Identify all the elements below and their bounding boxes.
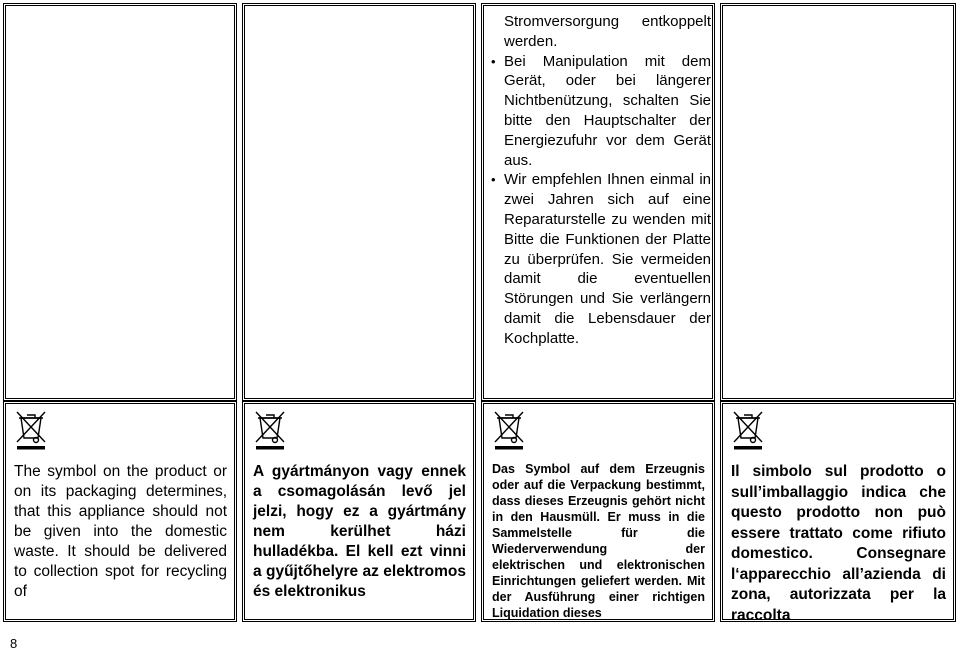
german-disposal-text: Das Symbol auf dem Erzeugnis oder auf die Verpackung bestimmt, dass dieses Erzeugnis gehört nicht in den Hausmüll. Er muss in die Sammelstelle für die Wiederverwendung der elektrischen und elektronischen Einrichtungen geliefert werden. Mit der Ausführung einer richtigen Liquidation dieses [492,462,705,620]
empty-cell-top-1 [3,3,237,401]
german-bullet: • Bei Manipulation mit dem Gerät, oder bei längerer Nichtbenützung, schalten Sie bitte den Hauptschalter der Energiezufuhr vor dem Gerät aus. [504,52,711,171]
english-disposal-cell [3,401,237,622]
german-disposal-cell [481,401,715,622]
english-disposal-text: The symbol on the product or on its packaging determines, that this appliance should not be given into the domestic waste. It should be delivered to collection spot for recycling of [14,463,227,600]
hungarian-disposal-text: A gyártmányon vagy ennek a csomagolásán levő jel jelzi, hogy ez a gyártmány nem kerülhet házi hulladékba. El kell ezt vinni a gyűjtőhelyre az elektromos és elektronikus [253,463,466,600]
empty-cell-top-4 [720,3,956,401]
german-bullet: • Wir empfehlen Ihnen einmal in zwei Jahren sich auf eine Reparaturstelle zu wenden mit Bitte die Funktionen der Platte zu überprüfen. Sie vermeiden damit die eventuellen Störungen und Sie verlängern damit die Lebensdauer der Kochplatte. [504,170,711,348]
page-number: 8 [10,636,18,651]
empty-cell-top-2 [242,3,476,401]
german-instructions-cell [481,3,715,401]
german-continuation: Stromversorgung entkoppelt werden. [504,13,711,50]
crossed-out-wheelie-bin-icon [253,408,287,450]
italian-disposal-text: Il simbolo sul prodotto o sull’imballaggio indica che questo prodotto non può essere trattato come rifiuto domestico. Consegnare l‘apparecchio all’azienda di zona, autorizzata per la raccolta [731,463,946,624]
italian-disposal-cell [720,401,956,622]
crossed-out-wheelie-bin-icon [14,408,48,450]
german-instructions [504,12,711,349]
crossed-out-wheelie-bin-icon [731,408,765,450]
hungarian-disposal-cell [242,401,476,622]
crossed-out-wheelie-bin-icon [492,408,526,450]
german-bullet-list [504,52,711,349]
